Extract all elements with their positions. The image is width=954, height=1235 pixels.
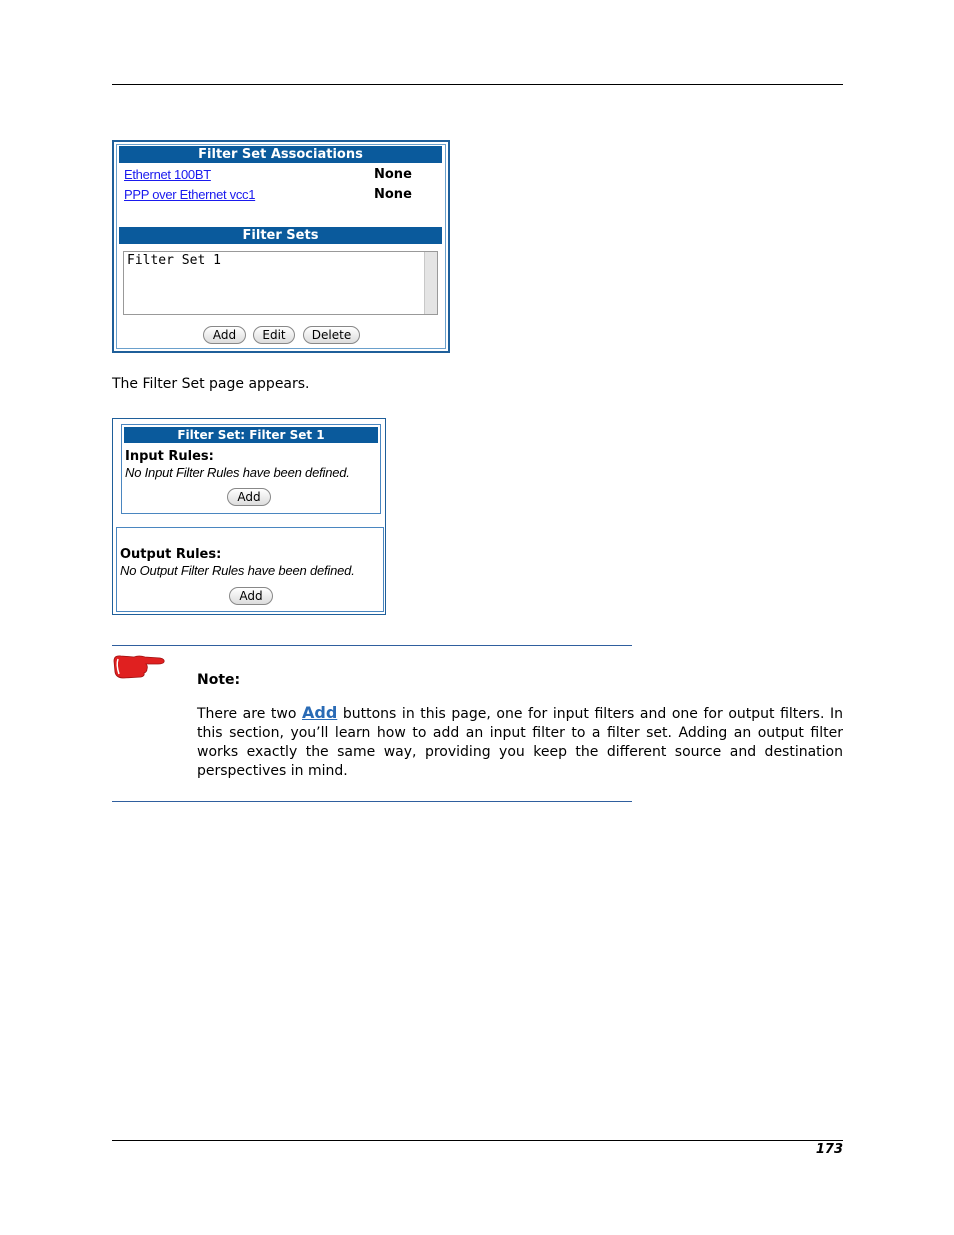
association-link-ethernet[interactable]: Ethernet 100BT — [124, 167, 211, 182]
add-input-rule-button[interactable]: Add — [227, 488, 271, 506]
filter-sets-listbox[interactable] — [123, 251, 438, 315]
input-rules-label: Input Rules: — [125, 449, 214, 464]
list-item[interactable]: Filter Set 1 — [127, 253, 221, 268]
note-text: buttons in this page, one for input filters and one for output filters. In this section, you’ll learn how to add an input filter to a filter set. Adding an output filter works exactly the same way, providing you keep the different source and destination perspectives in mind. — [197, 706, 843, 779]
association-row — [124, 167, 414, 185]
filter-sets-title: Filter Sets — [119, 227, 442, 244]
association-row — [124, 187, 414, 205]
pointing-hand-icon — [112, 652, 166, 680]
header-rule — [112, 84, 843, 85]
output-rules-label: Output Rules: — [120, 547, 222, 562]
note-body — [197, 703, 843, 781]
panel-inner-border — [116, 144, 446, 349]
add-button-reference-link[interactable]: Add — [302, 703, 338, 722]
input-rules-box — [121, 424, 381, 514]
add-output-rule-button[interactable]: Add — [229, 587, 273, 605]
delete-button[interactable]: Delete — [303, 326, 360, 344]
filter-set-title: Filter Set: Filter Set 1 — [124, 427, 378, 443]
caption: The Filter Set page appears. — [112, 376, 310, 392]
association-link-pppoe[interactable]: PPP over Ethernet vcc1 — [124, 187, 256, 202]
output-rules-box — [116, 527, 384, 612]
filter-set-associations-panel — [112, 140, 450, 353]
add-button[interactable]: Add — [203, 326, 246, 344]
output-rules-message: No Output Filter Rules have been defined. — [120, 563, 355, 578]
association-value: None — [374, 167, 412, 182]
edit-button[interactable]: Edit — [253, 326, 295, 344]
listbox-scrollbar[interactable] — [424, 252, 437, 314]
input-rules-message: No Input Filter Rules have been defined. — [125, 465, 350, 480]
note-text: There are two — [197, 706, 302, 722]
footer-rule — [112, 1140, 843, 1141]
note-top-rule — [112, 645, 632, 646]
note-title: Note: — [197, 672, 241, 688]
filter-set-panel — [112, 418, 386, 615]
note-bottom-rule — [112, 801, 632, 802]
association-value: None — [374, 187, 412, 202]
page-number: 173 — [815, 1142, 843, 1157]
associations-title: Filter Set Associations — [119, 146, 442, 163]
